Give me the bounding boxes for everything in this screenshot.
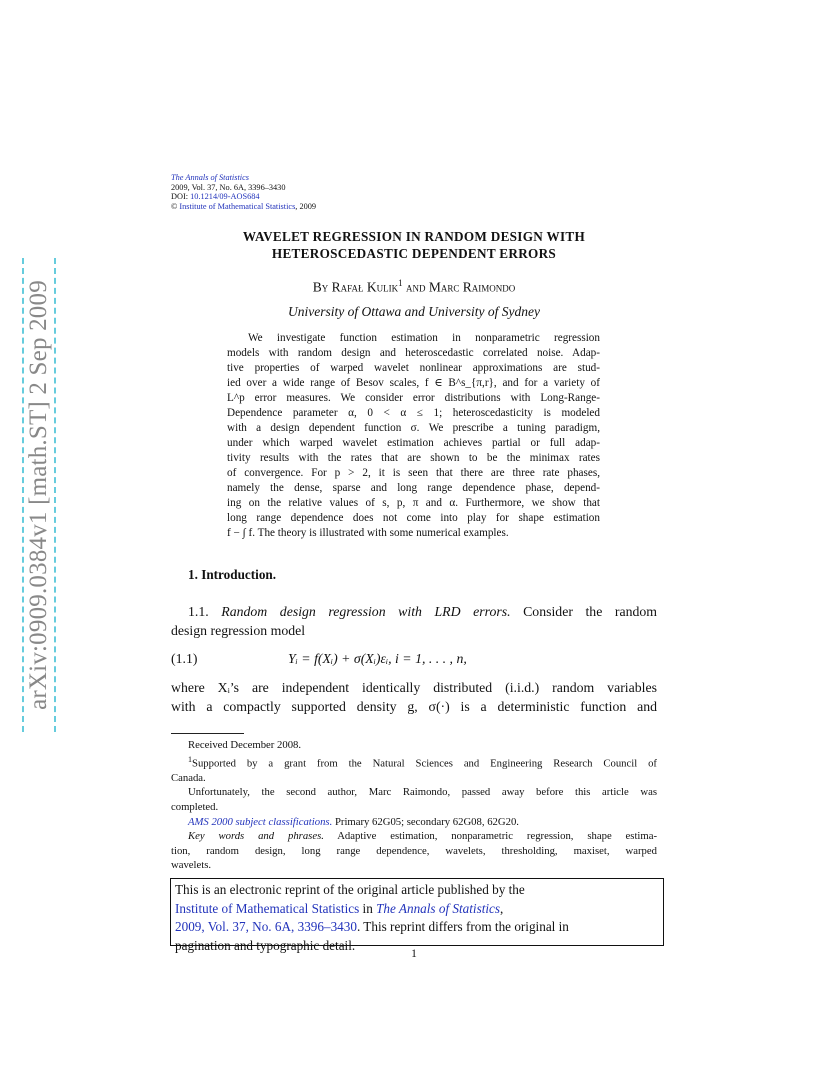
journal-header [171, 173, 316, 211]
paper-title [171, 228, 657, 262]
subsection-paragraph [171, 603, 657, 640]
footnotes [171, 738, 657, 873]
abstract-line: long range dependence does not come into play for shape estimation [227, 512, 600, 524]
author-2: Marc Raimondo [428, 279, 516, 295]
by-label: By [312, 279, 329, 295]
keywords-line-1 [171, 829, 657, 844]
ams-classification [171, 815, 657, 830]
ams-classification-link[interactable]: AMS 2000 subject classifications. [188, 815, 333, 828]
reprint-line-3-tail: . This reprint differs from the original in [356, 919, 569, 934]
abstract-line: tivity results with the rates that are shown to be the minimax rates [227, 452, 600, 464]
page-number: 1 [411, 948, 417, 960]
section-number: 1. [188, 567, 198, 582]
publisher-link[interactable]: Institute of Mathematical Statistics [175, 900, 360, 916]
keywords-text-1: Adaptive estimation, nonparametric regression, shape estima- [323, 830, 658, 843]
abstract-line: models with random design and heteroscedastic correlated noise. Adap- [227, 347, 600, 359]
journal-name-link[interactable]: The Annals of Statistics [171, 173, 249, 182]
abstract-line: under which warped wavelet estimation achieves partial or full adap- [227, 437, 600, 449]
affiliations: University of Ottawa and University of Sydney [288, 304, 540, 319]
copyright-year: , 2009 [295, 201, 317, 211]
arxiv-stamp [22, 258, 56, 732]
support-note-line-2: Canada. [171, 771, 206, 784]
author-1-footnote-mark: 1 [398, 278, 403, 288]
death-note-line-2: completed. [171, 800, 219, 813]
subsection-line-2: design regression model [171, 622, 306, 638]
paragraph-2 [171, 679, 657, 716]
abstract-line: We investigate function estimation in nonparametric regression [248, 332, 600, 344]
footnote-rule [171, 733, 244, 734]
keywords-label: Key words and phrases. [188, 830, 324, 843]
reprint-in: in [359, 900, 377, 916]
copyright-org-link[interactable]: Institute of Mathematical Statistics [179, 201, 296, 211]
subsection-text-tail: Consider the random [523, 604, 658, 619]
reprint-notice-box [170, 878, 664, 953]
reprint-line-2 [175, 900, 659, 919]
authors-line [171, 278, 657, 296]
abstract-line: of convergence. For p > 2, it is seen that there are three rate phases, [227, 467, 600, 479]
support-note-line-1 [171, 753, 657, 771]
author-1: Rafał Kulik [331, 279, 399, 295]
abstract-line: L^p error measures. We consider error distributions with Long-Range- [227, 392, 600, 404]
support-note-text: Supported by a grant from the Natural Sciences and Engineering Research Council of [192, 757, 657, 770]
reprint-line-3 [175, 918, 659, 937]
received-note: Received December 2008. [188, 739, 302, 751]
subsection-line-1 [171, 603, 657, 622]
abstract-line: ing on the relative values of s, p, π and α. Furthermore, we show that [227, 497, 600, 509]
abstract [227, 331, 600, 541]
reprint-comma: , [500, 900, 504, 916]
paragraph-2-line-1: where Xᵢ’s are independent identically distributed (i.i.d.) random variables [171, 680, 657, 695]
ams-classification-text: Primary 62G05; secondary 62G08, 62G20. [332, 815, 519, 828]
title-line-1: WAVELET REGRESSION IN RANDOM DESIGN WITH [242, 229, 586, 244]
copyright-icon: © [171, 201, 178, 211]
death-note-line-1: Unfortunately, the second author, Marc Raimondo, passed away before this article was [188, 786, 657, 799]
reprint-journal-link[interactable]: The Annals of Statistics [376, 900, 501, 916]
citation-link[interactable]: 2009, Vol. 37, No. 6A, 3396–3430 [175, 919, 357, 934]
equation-number: (1.1) [171, 651, 198, 666]
arxiv-identifier: arXiv:0909.0384v1 [math.ST] 2 Sep 2009 [25, 280, 52, 710]
doi-link[interactable]: 10.1214/09-AOS684 [190, 192, 260, 202]
abstract-line: f − ∫ f. The theory is illustrated with some numerical examples. [227, 527, 509, 539]
section-heading [188, 567, 276, 583]
title-line-2: HETEROSCEDASTIC DEPENDENT ERRORS [271, 246, 557, 261]
section-title: Introduction. [201, 567, 277, 582]
subsection-number: 1.1. [188, 604, 209, 619]
abstract-line: tive properties of warped wavelet nonlinear approximations are stud- [227, 362, 600, 374]
abstract-line: with a design dependent function σ. We prescribe a tuning paradigm, [227, 422, 600, 434]
abstract-line: namely the dense, sparse and long range dependence phase, depend- [227, 482, 600, 494]
paragraph-2-line-2: with a compactly supported density g, σ(·) is a deterministic function and [171, 698, 657, 714]
and-label: and [405, 279, 426, 295]
support-note-mark: 1 [188, 754, 192, 764]
equation-body: Yᵢ = f(Xᵢ) + σ(Xᵢ)εᵢ, i = 1, . . . , n, [288, 651, 467, 666]
keywords-line-3: wavelets. [171, 859, 212, 872]
abstract-line: Dependence parameter α, 0 < α ≤ 1; heteroscedasticity is modeled [227, 407, 600, 419]
reprint-line-1: This is an electronic reprint of the original article published by the [175, 882, 525, 897]
keywords-line-2: tion, random design, long range dependence, wavelets, thresholding, maxiset, warped [171, 844, 657, 857]
abstract-line: ied over a wide range of Besov scales, f ∈ B^s_{π,r}, and for a variety of [227, 377, 600, 389]
reprint-line-4: pagination and typographic detail. [175, 937, 356, 953]
subsection-title: Random design regression with LRD errors. [221, 604, 511, 619]
doi-label: DOI: [171, 192, 189, 202]
journal-volume-line: 2009, Vol. 37, No. 6A, 3396–3430 [171, 182, 286, 192]
